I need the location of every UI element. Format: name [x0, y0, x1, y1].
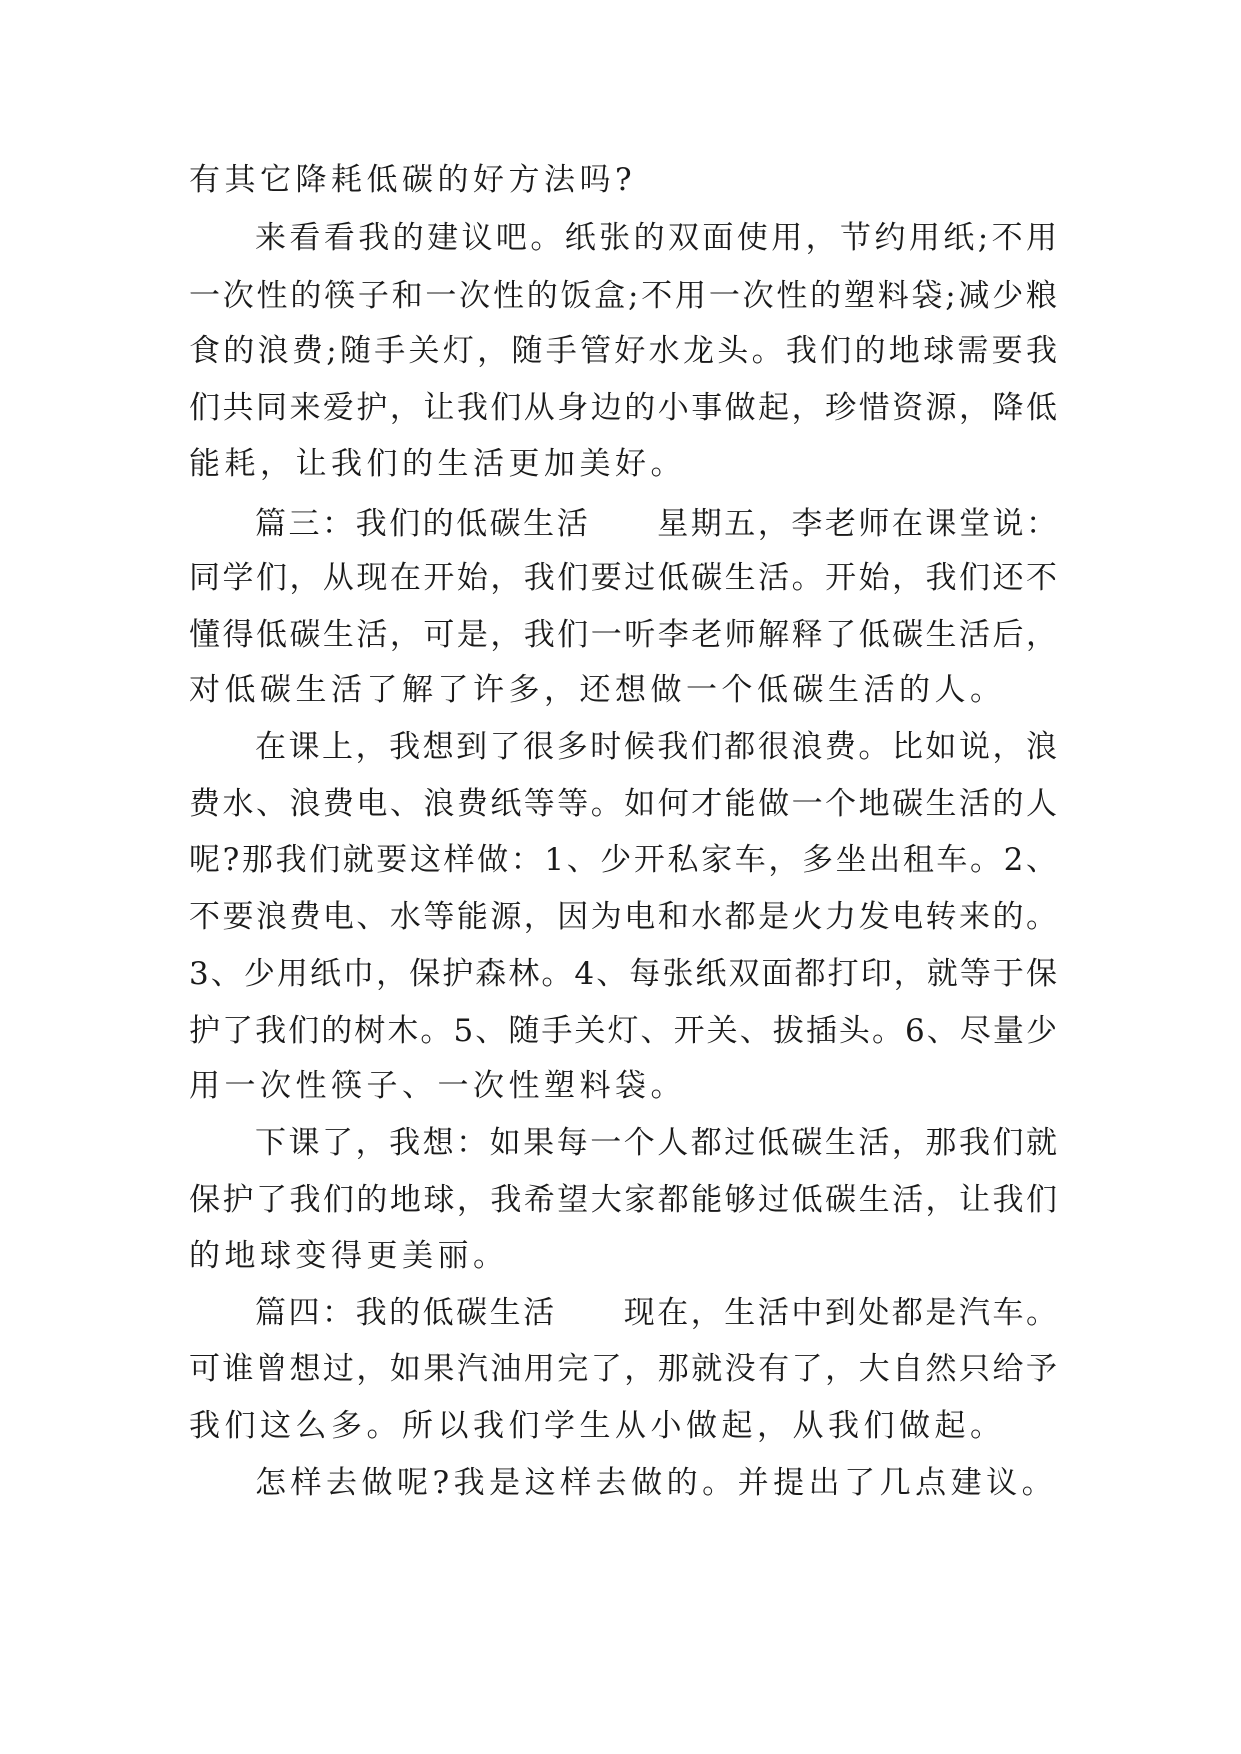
text-line: 保护了我们的地球，我希望大家都能够过低碳生活，让我们 — [189, 1182, 1057, 1218]
text-line: 同学们，从现在开始，我们要过低碳生活。开始，我们还不 — [189, 560, 1057, 596]
text-line: 我们这么多。所以我们学生从小做起，从我们做起。 — [189, 1408, 1006, 1444]
text-line: 3、少用纸巾，保护森林。4、每张纸双面都打印，就等于保 — [189, 956, 1057, 992]
section-heading-line: 篇四：我的低碳生活 现在，生活中到处都是汽车。 — [255, 1295, 1057, 1331]
text-line: 可谁曾想过，如果汽油用完了，那就没有了，大自然只给予 — [189, 1351, 1057, 1387]
text-line: 能耗，让我们的生活更加美好。 — [189, 446, 686, 482]
text-line: 食的浪费;随手关灯，随手管好水龙头。我们的地球需要我 — [189, 333, 1057, 369]
text-line: 护了我们的树木。5、随手关灯、开关、拔插头。6、尽量少 — [189, 1013, 1057, 1049]
text-line: 有其它降耗低碳的好方法吗? — [189, 162, 637, 198]
text-line: 费水、浪费电、浪费纸等等。如何才能做一个地碳生活的人 — [189, 786, 1057, 822]
text-line: 不要浪费电、水等能源，因为电和水都是火力发电转来的。 — [189, 899, 1057, 935]
section-heading-line: 篇三：我们的低碳生活 星期五，李老师在课堂说： — [255, 506, 1057, 542]
text-line: 怎样去做呢?我是这样去做的。并提出了几点建议。 — [255, 1465, 1058, 1501]
text-line: 懂得低碳生活，可是，我们一听李老师解释了低碳生活后， — [189, 617, 1057, 653]
text-line: 下课了，我想：如果每一个人都过低碳生活，那我们就 — [255, 1125, 1057, 1161]
text-line: 的地球变得更美丽。 — [189, 1238, 509, 1274]
text-line: 在课上，我想到了很多时候我们都很浪费。比如说，浪 — [255, 729, 1057, 765]
text-line: 们共同来爱护，让我们从身边的小事做起，珍惜资源，降低 — [189, 390, 1057, 426]
text-line: 用一次性筷子、一次性塑料袋。 — [189, 1068, 686, 1104]
text-line: 呢?那我们就要这样做：1、少开私家车，多坐出租车。2、 — [189, 842, 1057, 878]
text-line: 对低碳生活了解了许多，还想做一个低碳生活的人。 — [189, 672, 1006, 708]
text-line: 一次性的筷子和一次性的饭盒;不用一次性的塑料袋;减少粮 — [189, 278, 1057, 314]
text-line: 来看看我的建议吧。纸张的双面使用，节约用纸;不用 — [255, 220, 1057, 256]
